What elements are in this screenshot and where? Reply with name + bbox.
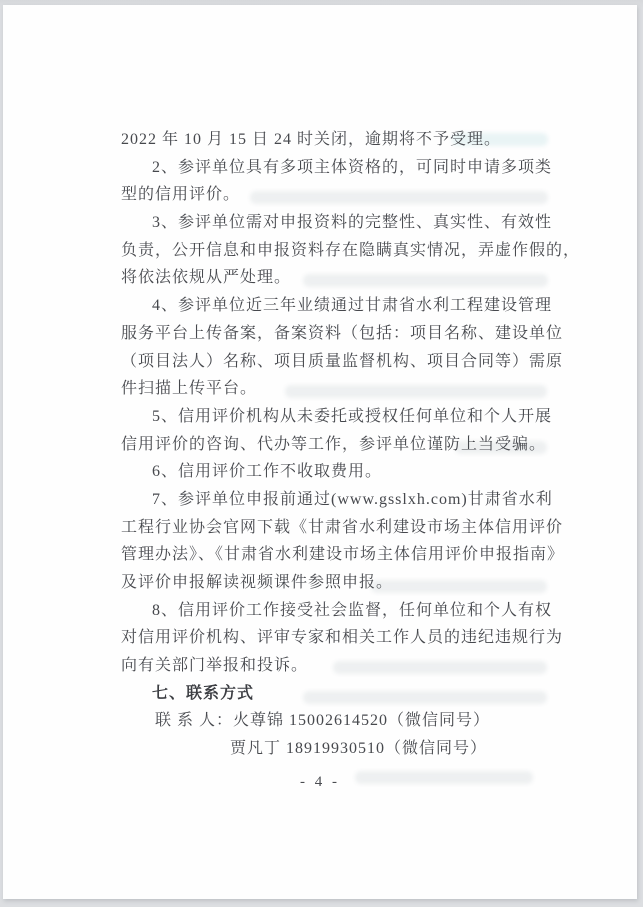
text-line: 件扫描上传平台。 — [121, 380, 258, 398]
text-line: 及评价申报解读视频课件参照申报。 — [121, 574, 394, 591]
contact-line: 联 系 人：火尊锦 15002614520（微信同号） — [155, 712, 491, 730]
text-line: 2、参评单位具有多项主体资格的，可同时申请多项类 — [152, 158, 553, 176]
text-line: 信用评价的咨询、代办等工作，参评单位谨防上当受骗。 — [121, 435, 547, 453]
text-line: 4、参评单位近三年业绩通过甘肃省水利工程建设管理 — [152, 297, 553, 315]
text-line: 管理办法》、《甘肃省水利建设市场主体信用评价申报指南》 — [121, 546, 565, 564]
text-line: 3、参评单位需对申报资料的完整性、真实性、有效性 — [152, 214, 553, 232]
text-line: 2022 年 10 月 15 日 24 时关闭，逾期将不予受理。 — [121, 131, 502, 148]
document-text — [121, 126, 581, 763]
text-line: 型的信用评价。 — [121, 186, 241, 204]
text-line: 对信用评价机构、评审专家和相关工作人员的违纪违规行为 — [121, 629, 564, 647]
text-line: 7、参评单位申报前通过(www.gsslxh.com)甘肃省水利 — [152, 490, 553, 508]
text-line: 将依法依规从严处理。 — [121, 269, 292, 287]
text-line: 6、信用评价工作不收取费用。 — [152, 463, 383, 481]
text-line: 5、信用评价机构从未委托或授权任何单位和个人开展 — [152, 407, 553, 425]
section-heading-line: 七、联系方式 — [152, 684, 255, 702]
text-line: 服务平台上传备案，备案资料（包括：项目名称、建设单位 — [121, 324, 564, 342]
text-line: 8、信用评价工作接受社会监督，任何单位和个人有权 — [152, 601, 553, 619]
contact-line: 贾凡丁 18919930510（微信同号） — [230, 740, 488, 758]
text-line: 向有关部门举报和投诉。 — [121, 657, 309, 675]
text-line: 负责，公开信息和申报资料存在隐瞒真实情况，弄虚作假的， — [121, 241, 581, 259]
page-number: - 4 - — [300, 774, 340, 790]
document-page — [3, 5, 637, 899]
text-line: 工程行业协会官网下载《甘肃省水利建设市场主体信用评价 — [121, 518, 564, 536]
text-line: （项目法人）名称、项目质量监督机构、项目合同等）需原 — [121, 352, 564, 370]
